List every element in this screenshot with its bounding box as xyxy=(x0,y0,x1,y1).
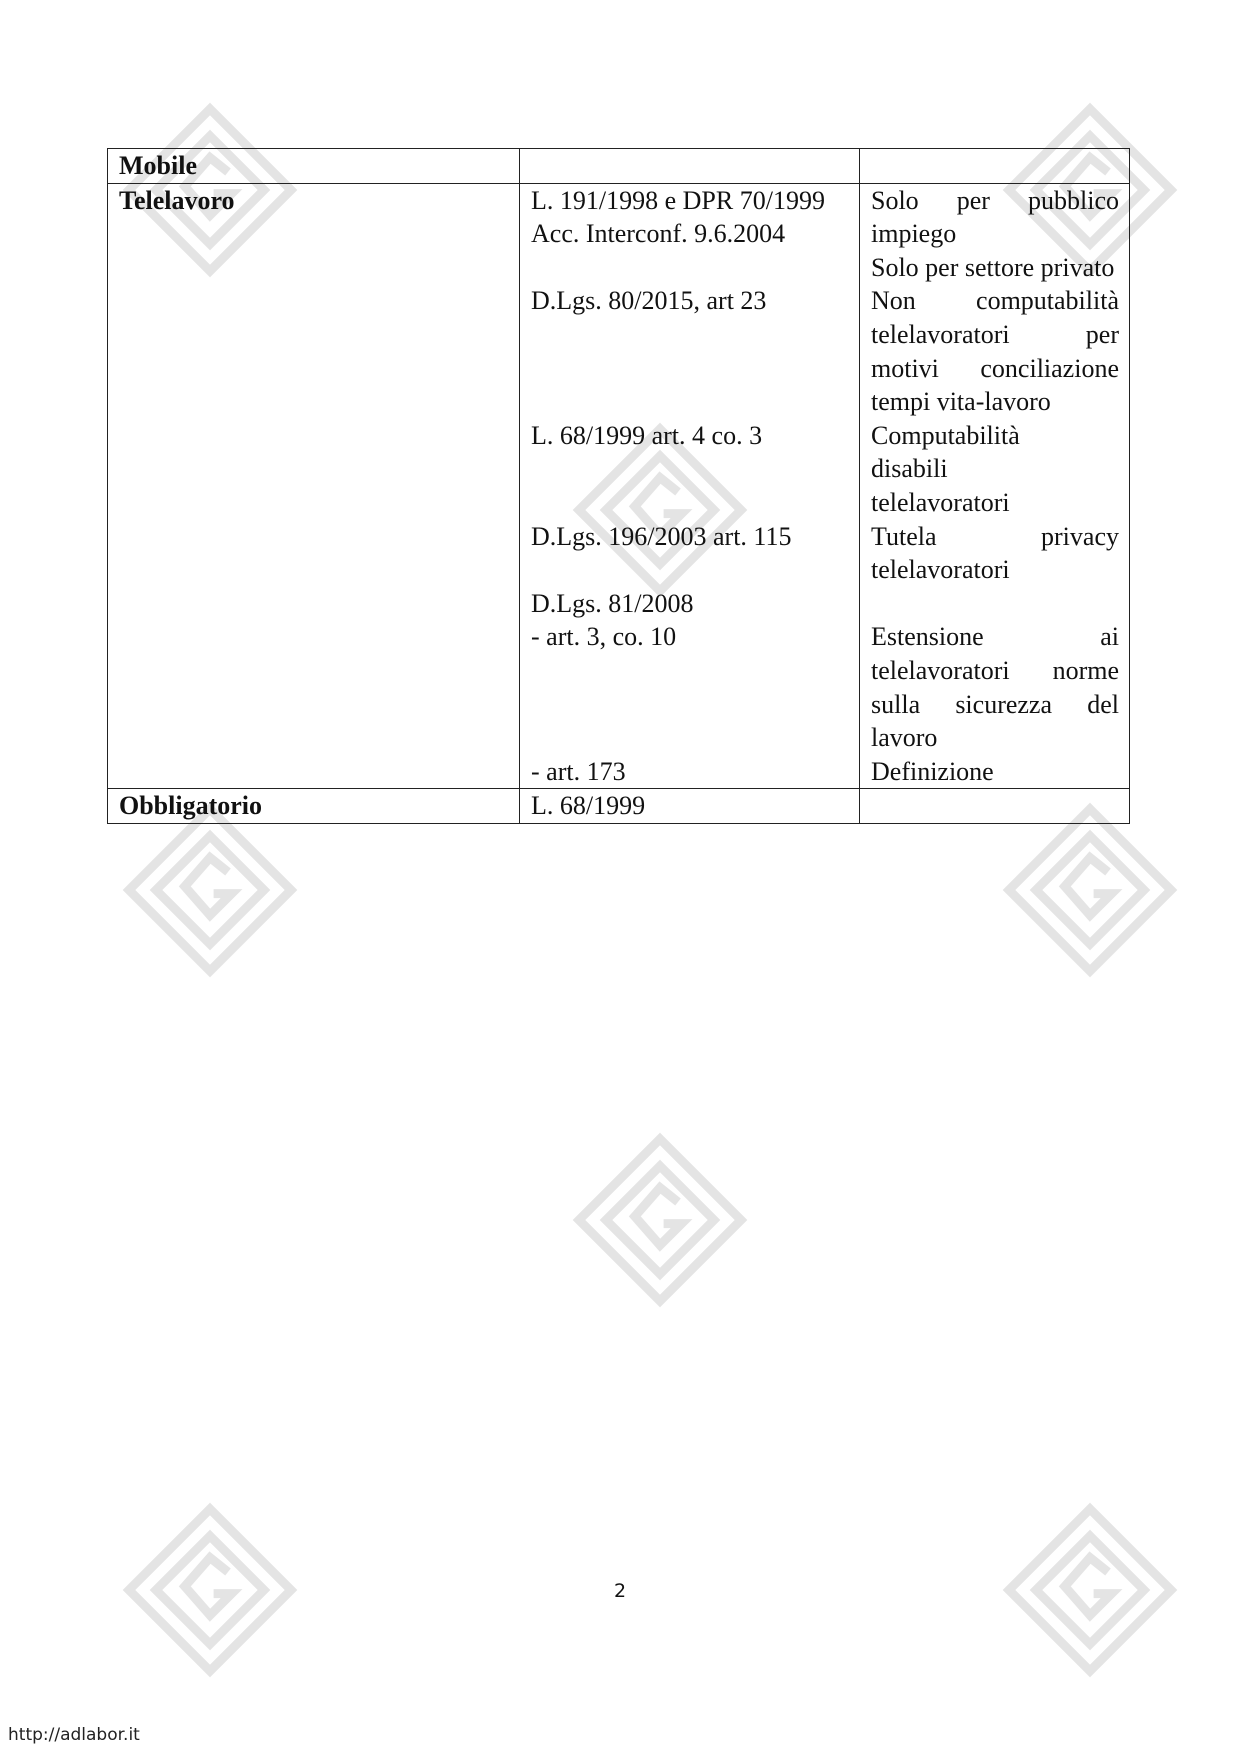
notes-cell xyxy=(860,789,1130,824)
laws-cell xyxy=(520,149,860,184)
notes-cell xyxy=(860,149,1130,184)
law-reference: - art. 173 xyxy=(531,756,626,786)
watermark-icon xyxy=(570,1130,750,1310)
table-row xyxy=(108,183,1130,789)
laws-cell xyxy=(520,789,860,824)
law-reference: L. 68/1999 art. 4 co. 3 xyxy=(531,420,763,450)
watermark-icon xyxy=(1000,800,1180,980)
category-label: Obbligatorio xyxy=(119,791,263,821)
note-text: Solo per settore privato xyxy=(871,252,1115,282)
law-reference: - art. 3, co. 10 xyxy=(531,622,677,652)
note-text: Definizione xyxy=(871,756,994,786)
category-cell xyxy=(108,149,520,184)
category-label: Telelavoro xyxy=(119,185,235,215)
law-reference: L. 191/1998 e DPR 70/1999 xyxy=(531,185,825,215)
table-row xyxy=(108,149,1130,184)
note-text: Computabilità disabili telelavoratori xyxy=(871,420,1020,517)
note-text: Non computabilità telelavoratori per motivi conciliazione tempi vita-lavoro xyxy=(871,286,1119,417)
note-text: Tutela privacy telelavoratori xyxy=(871,521,1119,585)
law-reference: D.Lgs. 81/2008 xyxy=(531,588,694,618)
table-row xyxy=(108,789,1130,824)
category-label: Mobile xyxy=(119,151,197,180)
footer-url[interactable]: http://adlabor.it xyxy=(8,1725,140,1745)
note-text: Solo per pubblico impiego xyxy=(871,185,1119,249)
law-reference: D.Lgs. 80/2015, art 23 xyxy=(531,286,767,316)
law-reference: D.Lgs. 196/2003 art. 115 xyxy=(531,521,792,551)
notes-cell xyxy=(860,183,1130,789)
category-cell xyxy=(108,183,520,789)
note-text: Estensione ai telelavoratori norme sulla sicurezza del lavoro xyxy=(871,622,1119,753)
page-number: 2 xyxy=(613,1580,627,1602)
category-cell xyxy=(108,789,520,824)
legislation-table xyxy=(107,148,1130,824)
law-reference: L. 68/1999 xyxy=(531,791,646,821)
law-reference: Acc. Interconf. 9.6.2004 xyxy=(531,219,786,249)
laws-cell xyxy=(520,183,860,789)
watermark-icon xyxy=(120,800,300,980)
